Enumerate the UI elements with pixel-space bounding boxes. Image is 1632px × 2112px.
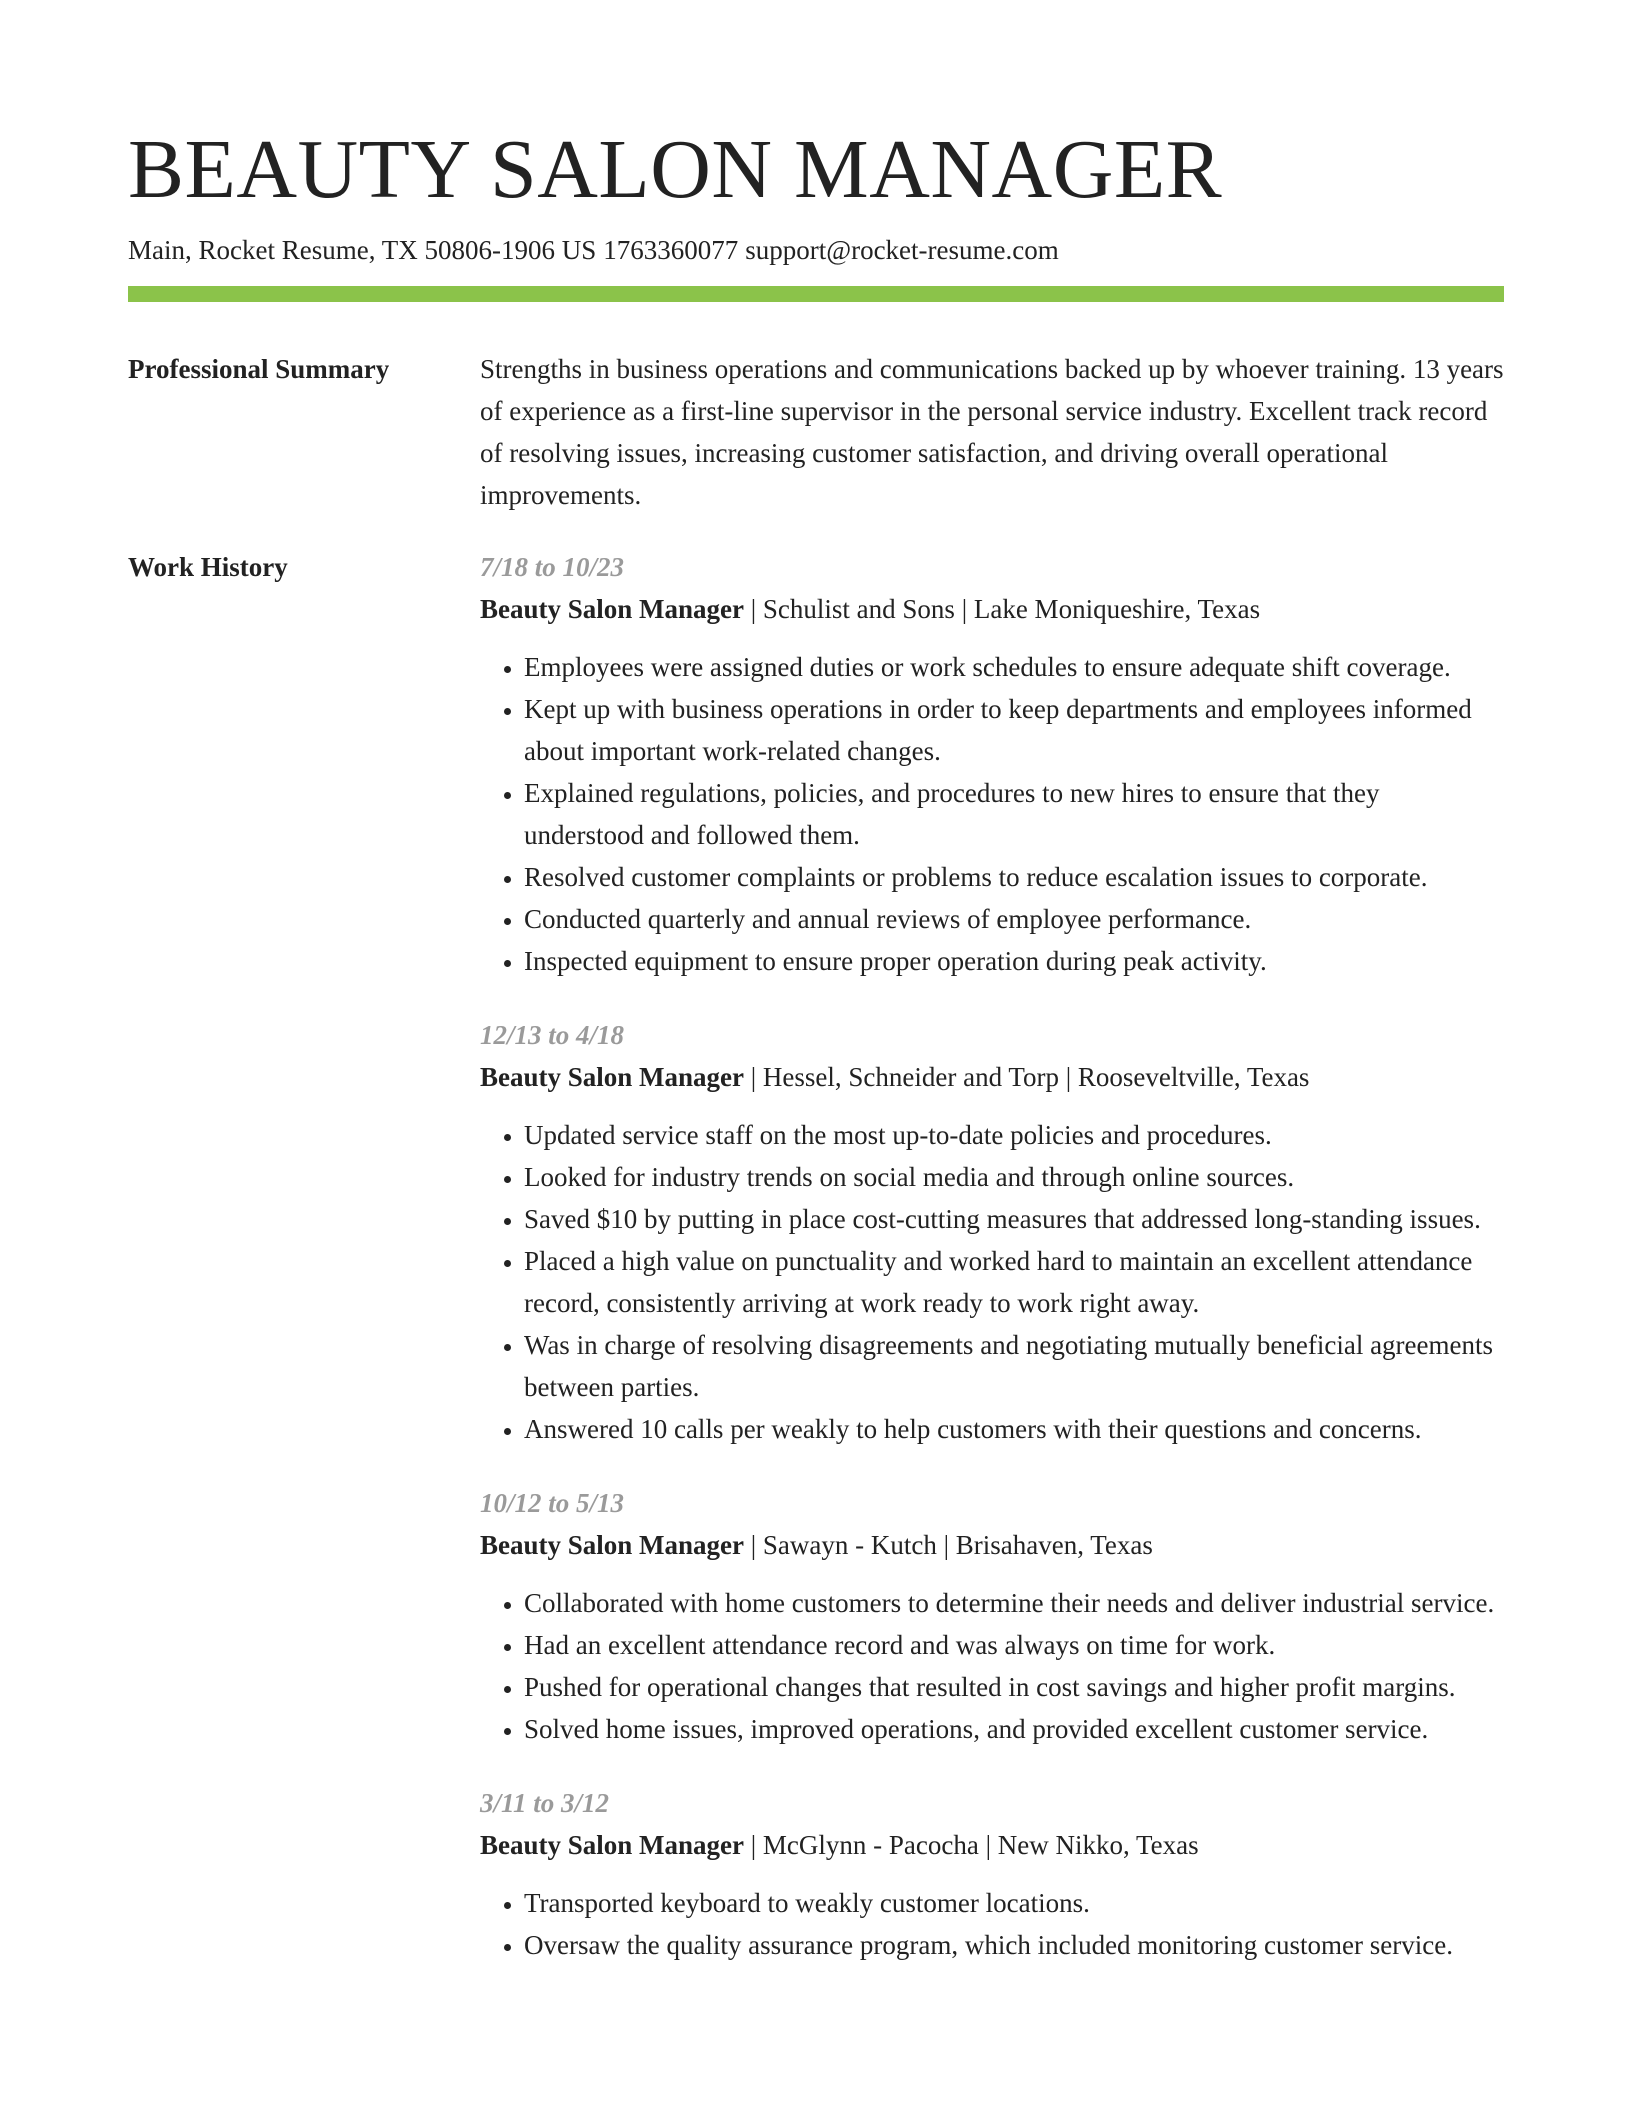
resume-name-heading: BEAUTY SALON MANAGER	[128, 123, 1223, 216]
job-dates: 7/18 to 10/23	[480, 552, 625, 582]
job-title: Beauty Salon Manager	[480, 1530, 745, 1560]
job-bullet-list	[480, 1114, 1504, 1450]
job-title-line	[480, 1524, 1504, 1566]
contact-phone: 1763360077	[603, 235, 739, 265]
job-bullet: • Resolved customer complaints or problems to reduce escalation issues to corporate.	[524, 856, 1504, 898]
job-bullet: • Explained regulations, policies, and procedures to new hires to ensure that they understood and followed them.	[524, 772, 1504, 856]
resume-page	[128, 0, 1504, 1966]
job-entry	[480, 1014, 1504, 1450]
job-title-line	[480, 588, 1504, 630]
job-title-line	[480, 1056, 1504, 1098]
job-dates: 10/12 to 5/13	[480, 1488, 625, 1518]
job-entry	[480, 1782, 1504, 1966]
job-bullet: • Answered 10 calls per weakly to help customers with their questions and concerns.	[524, 1408, 1504, 1450]
job-company-location: | Schulist and Sons | Lake Moniqueshire, Texas	[744, 594, 1261, 624]
summary-body	[480, 348, 1504, 516]
job-company-location: | Hessel, Schneider and Torp | Rooseveltville, Texas	[744, 1062, 1310, 1092]
job-bullet: • Saved $10 by putting in place cost-cutting measures that addressed long-standing issues.	[524, 1198, 1504, 1240]
header-divider-bar	[128, 286, 1504, 302]
job-title: Beauty Salon Manager	[480, 1062, 745, 1092]
contact-email: support@rocket-resume.com	[745, 235, 1059, 265]
work-history-section	[128, 546, 1504, 1966]
contact-line	[128, 232, 1504, 268]
job-title: Beauty Salon Manager	[480, 594, 745, 624]
job-bullet: • Oversaw the quality assurance program, which included monitoring customer service.	[524, 1924, 1504, 1966]
summary-text: Strengths in business operations and communications backed up by whoever training. 13 years of experience as a first-line supervisor in the personal service industry. Excellent track record of resolving issues, increasing customer satisfaction, and driving overall operational improvements.	[480, 354, 1504, 510]
professional-summary-section	[128, 348, 1504, 516]
job-bullet: • Solved home issues, improved operations, and provided excellent customer service.	[524, 1708, 1504, 1750]
job-bullet: • Updated service staff on the most up-to-date policies and procedures.	[524, 1114, 1504, 1156]
section-heading-summary: Professional Summary	[128, 354, 390, 384]
job-bullet: • Inspected equipment to ensure proper operation during peak activity.	[524, 940, 1504, 982]
job-bullet: • Looked for industry trends on social media and through online sources.	[524, 1156, 1504, 1198]
job-dates: 3/11 to 3/12	[480, 1788, 610, 1818]
section-heading-work-history: Work History	[128, 552, 288, 582]
job-title: Beauty Salon Manager	[480, 1830, 745, 1860]
job-bullet: • Had an excellent attendance record and was always on time for work.	[524, 1624, 1504, 1666]
job-title-line	[480, 1824, 1504, 1866]
job-bullet-list	[480, 1882, 1504, 1966]
job-entry	[480, 1482, 1504, 1750]
job-bullet-list	[480, 646, 1504, 982]
job-bullet: • Employees were assigned duties or work schedules to ensure adequate shift coverage.	[524, 646, 1504, 688]
job-dates: 12/13 to 4/18	[480, 1020, 625, 1050]
contact-address: Main, Rocket Resume, TX 50806-1906 US	[128, 235, 597, 265]
job-bullet: • Pushed for operational changes that resulted in cost savings and higher profit margins.	[524, 1666, 1504, 1708]
job-bullet: • Conducted quarterly and annual reviews of employee performance.	[524, 898, 1504, 940]
job-company-location: | McGlynn - Pacocha | New Nikko, Texas	[744, 1830, 1199, 1860]
job-bullet: • Kept up with business operations in order to keep departments and employees informed about important work-related changes.	[524, 688, 1504, 772]
job-entry	[480, 546, 1504, 982]
job-bullet: • Collaborated with home customers to determine their needs and deliver industrial service.	[524, 1582, 1504, 1624]
job-bullet-list	[480, 1582, 1504, 1750]
job-bullet: • Was in charge of resolving disagreements and negotiating mutually beneficial agreements between parties.	[524, 1324, 1504, 1408]
work-history-body	[480, 546, 1504, 1966]
job-bullet: • Transported keyboard to weakly customer locations.	[524, 1882, 1504, 1924]
job-company-location: | Sawayn - Kutch | Brisahaven, Texas	[744, 1530, 1153, 1560]
job-bullet: • Placed a high value on punctuality and worked hard to maintain an excellent attendance record, consistently arriving at work ready to work right away.	[524, 1240, 1504, 1324]
